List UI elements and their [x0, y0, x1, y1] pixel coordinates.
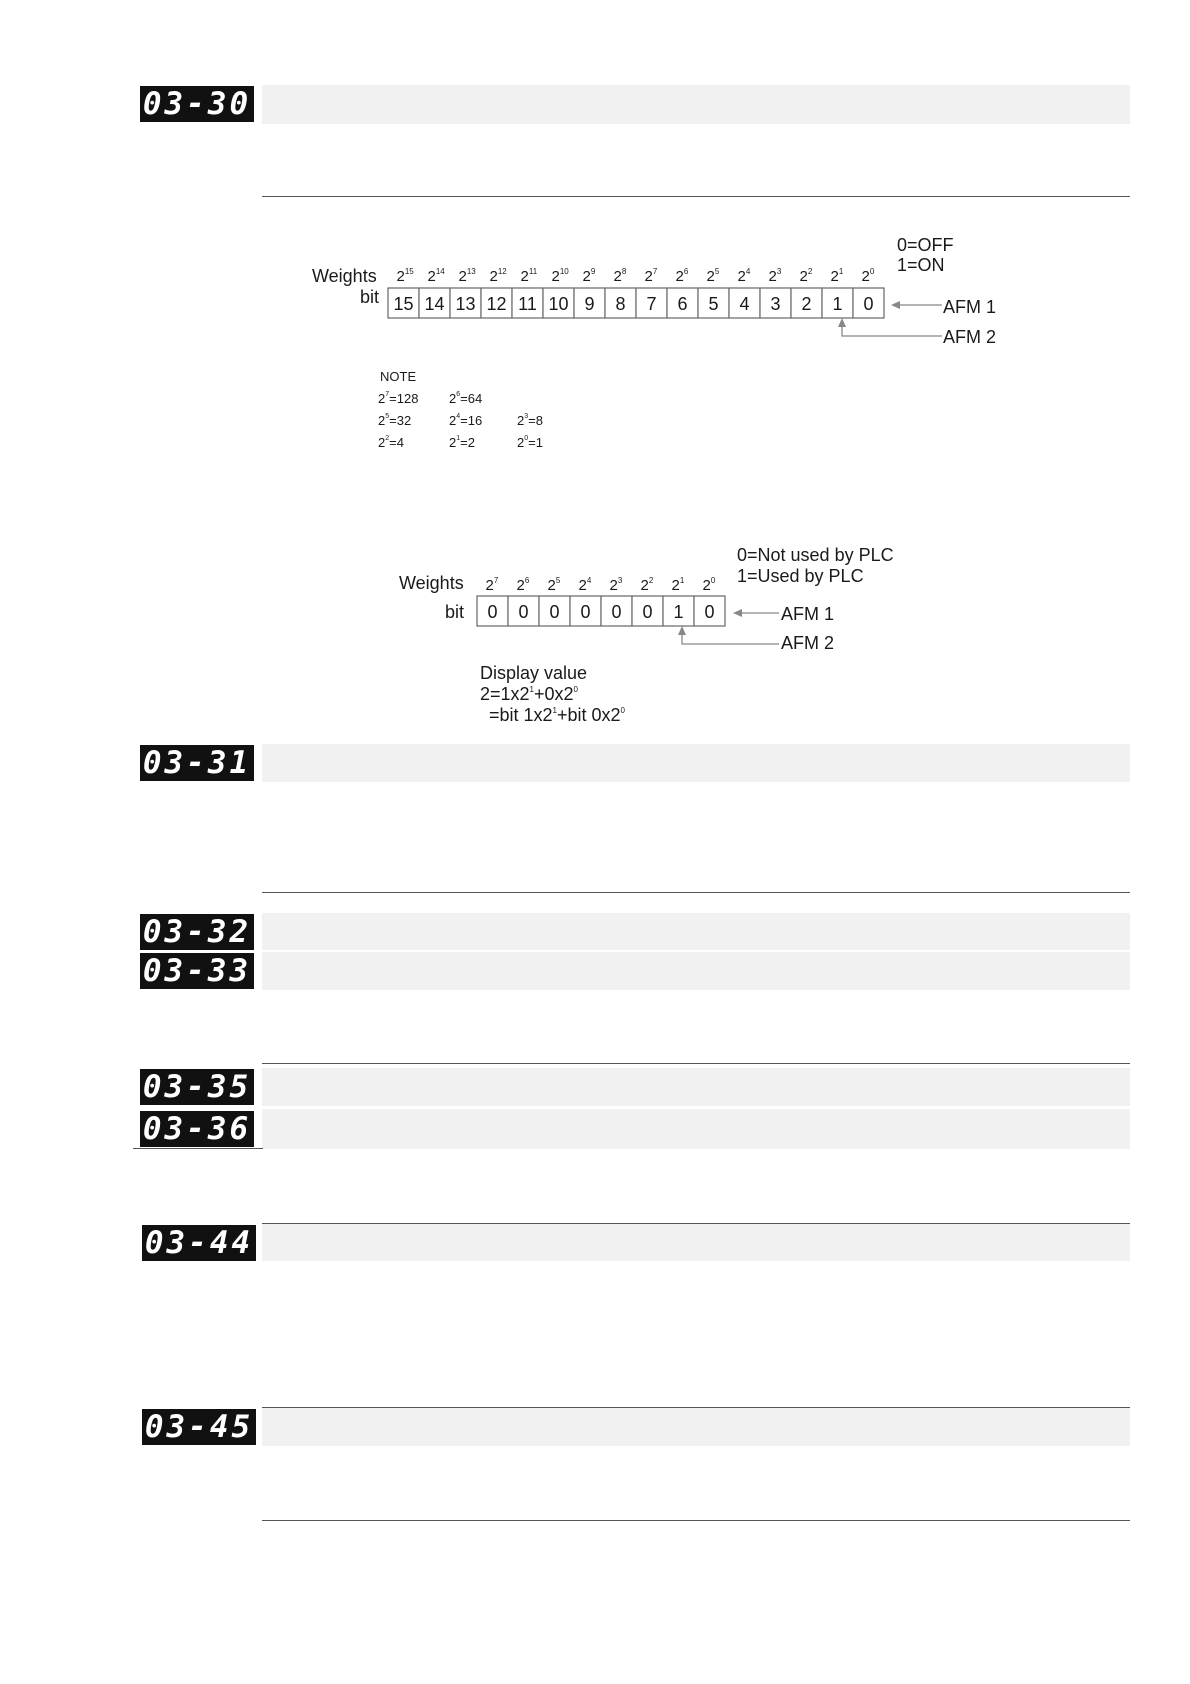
- bit-weight-diagram-16: [0, 0, 1190, 760]
- section-divider: [262, 1520, 1130, 1521]
- param-code-03-33: 03-33: [140, 953, 254, 989]
- bit-value: 9: [584, 294, 595, 314]
- afm2-arrow-line: [842, 324, 942, 336]
- weight-label: $2^6$: [516, 576, 530, 594]
- bit-value: 0: [863, 294, 874, 314]
- legend-not-used: 0=Not used by PLC: [737, 545, 894, 565]
- weight-label: $2^2$: [799, 267, 813, 285]
- bit-value: 3: [770, 294, 781, 314]
- param-code-03-30: 03-30: [140, 86, 254, 122]
- section-divider: [262, 1063, 1130, 1064]
- bit-value: 6: [677, 294, 688, 314]
- bit-value: 0: [704, 602, 715, 622]
- weight-label: $2^{12}$: [489, 267, 507, 285]
- param-code-03-36: 03-36: [140, 1111, 254, 1147]
- param-code-03-35: 03-35: [140, 1069, 254, 1105]
- legend-on: 1=ON: [897, 255, 945, 275]
- bit-value: 0: [549, 602, 560, 622]
- note-entry: $2^5=32$: [378, 413, 412, 428]
- weight-label: $2^8$: [613, 267, 627, 285]
- display-value-eq1: $2=1x2^1+0x2^0$: [480, 684, 578, 704]
- afm2-arrow-line-2: [682, 632, 779, 644]
- weight-label: $2^0$: [702, 576, 716, 594]
- weight-label: $2^4$: [578, 576, 592, 594]
- param-bar-03-45: [262, 1408, 1130, 1446]
- weight-label: $2^1$: [671, 576, 685, 594]
- afm1-arrow-head-2: [733, 609, 742, 617]
- bit-value: 10: [548, 294, 569, 314]
- afm1-label: AFM 1: [943, 297, 997, 317]
- bit-label-2: bit: [445, 602, 465, 622]
- note-entry: $2^3=8$: [517, 413, 543, 428]
- bit-value: 2: [801, 294, 812, 314]
- afm2-arrow-head: [838, 318, 846, 327]
- param-code-03-32: 03-32: [140, 914, 254, 950]
- param-code-03-45: 03-45: [142, 1409, 256, 1445]
- weight-label: $2^7$: [644, 267, 658, 285]
- bit-value: 13: [455, 294, 476, 314]
- note-entry: $2^1=2$: [449, 435, 475, 450]
- display-value-title: Display value: [480, 663, 588, 683]
- weight-label: $2^3$: [609, 576, 623, 594]
- afm2-label-2: AFM 2: [781, 633, 835, 653]
- param-bar-03-32: [262, 913, 1130, 950]
- param-bar-03-44: [262, 1224, 1130, 1261]
- bit-label: bit: [360, 287, 380, 307]
- note-entry: $2^4=16$: [449, 413, 483, 428]
- param-code-03-31: 03-31: [140, 745, 254, 781]
- bit-value: 15: [393, 294, 414, 314]
- afm2-label: AFM 2: [943, 327, 997, 347]
- note-entry: $2^6=64$: [449, 391, 483, 406]
- note-title: NOTE: [380, 369, 417, 384]
- bit-value: 12: [486, 294, 507, 314]
- weight-label: $2^3$: [768, 267, 782, 285]
- legend-used: 1=Used by PLC: [737, 566, 864, 586]
- weight-label: $2^6$: [675, 267, 689, 285]
- note-entry: $2^0=1$: [517, 435, 543, 450]
- param-code-03-44: 03-44: [142, 1225, 256, 1261]
- note-entry: $2^2=4$: [378, 435, 404, 450]
- weight-label: $2^7$: [485, 576, 499, 594]
- param-bar-03-31: [262, 744, 1130, 782]
- bit-value: 4: [739, 294, 750, 314]
- weight-label: $2^{15}$: [396, 267, 414, 285]
- legend-off: 0=OFF: [897, 235, 954, 255]
- bit-value: 7: [646, 294, 657, 314]
- bit-value: 0: [518, 602, 529, 622]
- param-bar-03-35: [262, 1068, 1130, 1106]
- weight-label: $2^{13}$: [458, 267, 476, 285]
- afm2-arrow-head-2: [678, 626, 686, 635]
- bit-value: 5: [708, 294, 719, 314]
- bit-value: 8: [615, 294, 626, 314]
- weight-label: $2^5$: [547, 576, 561, 594]
- bit-value: 0: [611, 602, 622, 622]
- bit-value: 1: [673, 602, 684, 622]
- weight-label: $2^{11}$: [520, 267, 538, 285]
- weight-label: $2^{10}$: [551, 267, 569, 285]
- bit-value: 14: [424, 294, 445, 314]
- param-bar-03-33: [262, 952, 1130, 990]
- afm1-label-2: AFM 1: [781, 604, 835, 624]
- weight-label: $2^1$: [830, 267, 844, 285]
- param-bar-03-36: [262, 1109, 1130, 1149]
- weights-label-2: Weights: [399, 573, 464, 593]
- weight-label: $2^9$: [582, 267, 596, 285]
- weight-label: $2^5$: [706, 267, 720, 285]
- weight-label: $2^2$: [640, 576, 654, 594]
- bit-value: 0: [580, 602, 591, 622]
- bit-value: 0: [487, 602, 498, 622]
- section-divider: [133, 1148, 263, 1149]
- afm1-arrow-head: [891, 301, 900, 309]
- bit-value: 1: [832, 294, 843, 314]
- bit-value: 11: [518, 294, 537, 314]
- display-value-eq2: =bit $1x2^1+bit$ $0x2^0$: [489, 705, 625, 725]
- weight-label: $2^0$: [861, 267, 875, 285]
- section-divider: [262, 892, 1130, 893]
- weights-label: Weights: [312, 266, 377, 286]
- bit-value: 0: [642, 602, 653, 622]
- weight-label: $2^4$: [737, 267, 751, 285]
- weight-label: $2^{14}$: [427, 267, 445, 285]
- note-entry: $2^7=128$: [378, 391, 419, 406]
